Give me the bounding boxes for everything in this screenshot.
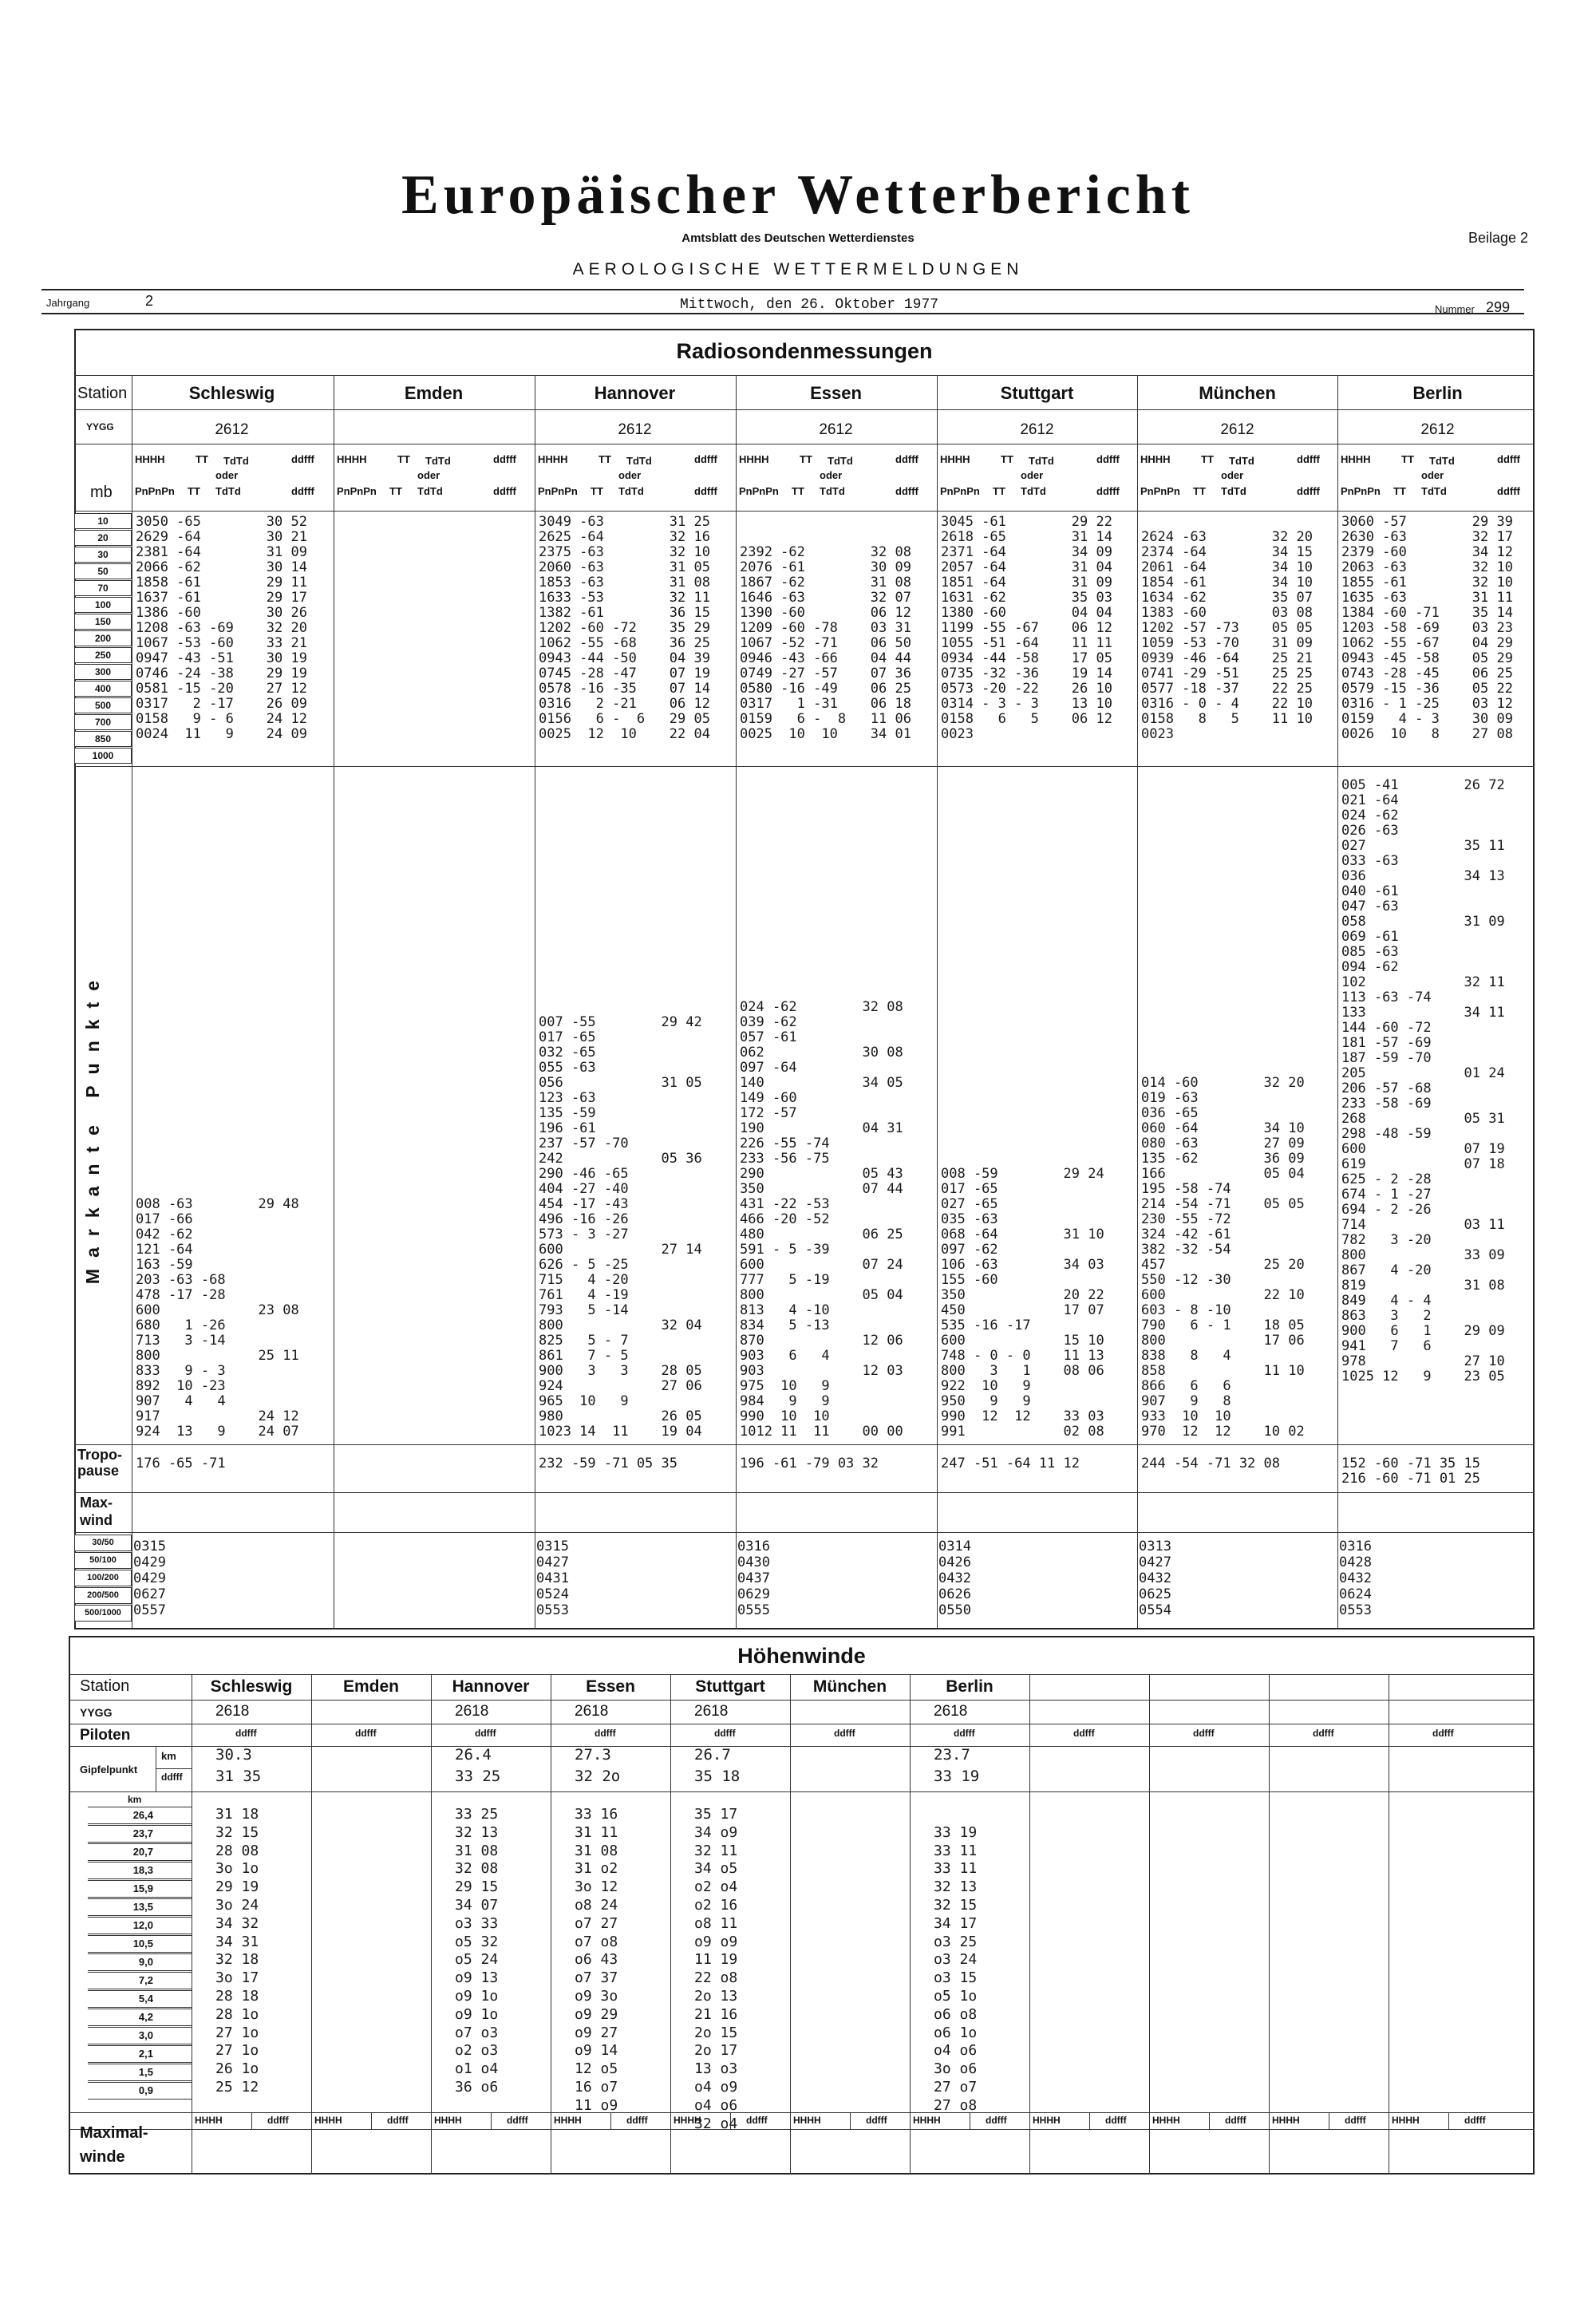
mb-level-8: 250 bbox=[74, 647, 132, 663]
station-name-5: München bbox=[1199, 383, 1276, 403]
ddfff-header-2: ddfff bbox=[1297, 485, 1320, 497]
hw-values-3: 33 16 31 11 31 08 31 o2 3o 12 o8 24 o7 27 o7 o8 o6 43 o7 37 o9 3o o9 29 o9 27 o9 14 12 o5 16 o7 11 o9 bbox=[575, 1806, 618, 2114]
tropopause-2: 232 -59 -71 05 35 bbox=[539, 1456, 678, 1471]
hw-subdivider bbox=[251, 2112, 252, 2129]
oder-label: oder bbox=[417, 469, 440, 481]
ddfff-header-2: ddfff bbox=[1497, 485, 1520, 497]
yygg-value-5: 2612 bbox=[1220, 421, 1254, 438]
hw-level-15: 0,9 bbox=[88, 2082, 192, 2100]
hw-subdivider bbox=[1209, 2112, 1210, 2129]
gipfel-dd-2: 33 25 bbox=[455, 1768, 501, 1785]
column-divider bbox=[937, 375, 938, 1629]
piloten-ddfff: ddfff bbox=[834, 1728, 855, 1739]
section-heading: AEROLOGISCHE WETTERMELDUNGEN bbox=[572, 260, 1024, 278]
yygg-value-4: 2612 bbox=[1020, 421, 1054, 438]
hw-hhhh-label: HHHH bbox=[1392, 2115, 1420, 2126]
oder-label: oder bbox=[1021, 469, 1044, 481]
hw-column-divider bbox=[670, 1674, 671, 2175]
nummer-label: Nummer bbox=[1435, 303, 1475, 315]
tdtd-header: TdTd bbox=[1429, 455, 1455, 467]
gipfel-km-4: 26.7 bbox=[694, 1746, 731, 1764]
tt-header-2: TT bbox=[792, 485, 804, 497]
hw-ddfff-label: ddfff bbox=[986, 2115, 1007, 2126]
standard-levels-6: 3060 -57 29 39 2630 -63 32 17 2379 -60 34 12 2063 -63 32 10 1855 -61 32 10 1635 -63 31 11 1384 -60 -71 35 14 1203 -58 -69 03 23 1062 -55 -67 04 29 0943 -45 -58 05 29 0743 -28 -45 06 25 0579 -15 -36 05 22 0316 - 1 -25 03 12 0159 4 - 3 30 09 0026 10 8 27 08 bbox=[1341, 514, 1513, 742]
ddfff-header: ddfff bbox=[493, 453, 516, 465]
hw-level-2: 20,7 bbox=[88, 1843, 192, 1861]
tt-header: TT bbox=[397, 453, 410, 465]
hhhh-header: HHHH bbox=[1341, 453, 1371, 465]
tt-header-2: TT bbox=[1393, 485, 1406, 497]
oder-label: oder bbox=[1221, 469, 1244, 481]
column-divider bbox=[1137, 375, 1138, 1629]
hw-hhhh-label: HHHH bbox=[195, 2115, 223, 2126]
radiosonde-title: Radiosondenmessungen bbox=[676, 339, 933, 363]
mb-level-1: 20 bbox=[74, 530, 132, 546]
rule bbox=[74, 1492, 1535, 1493]
hw-yygg-3: 2618 bbox=[575, 1703, 609, 1720]
hw-column-divider bbox=[790, 1674, 791, 2175]
hw-hhhh-label: HHHH bbox=[554, 2115, 582, 2126]
maximalwinde-label: Maximal-winde bbox=[80, 2124, 148, 2166]
shear-values-6: 0316 0428 0432 0624 0553 bbox=[1339, 1539, 1372, 1618]
shear-values-3: 0316 0430 0437 0629 0555 bbox=[737, 1539, 770, 1618]
maxwind-label: Max-wind bbox=[80, 1495, 113, 1528]
hw-hhhh-label: HHHH bbox=[314, 2115, 342, 2126]
ddfff-header: ddfff bbox=[1096, 453, 1120, 465]
tropopause-label: Tropo-pause bbox=[77, 1447, 122, 1479]
hw-column-divider bbox=[1029, 1674, 1030, 2175]
hw-station-0: Schleswig bbox=[210, 1677, 293, 1696]
hw-ddfff-label: ddfff bbox=[1225, 2115, 1246, 2126]
tdtd-header: TdTd bbox=[1029, 455, 1054, 467]
yygg-value-2: 2612 bbox=[618, 421, 652, 438]
shear-values-5: 0313 0427 0432 0625 0554 bbox=[1139, 1539, 1171, 1618]
mb-level-0: 10 bbox=[74, 513, 132, 529]
tdtd-header-2: TdTd bbox=[1221, 485, 1246, 497]
newspaper-title: Europäischer Wetterbericht bbox=[401, 164, 1195, 226]
hw-hhhh-label: HHHH bbox=[913, 2115, 941, 2126]
hw-ddfff-label: ddfff bbox=[1105, 2115, 1127, 2126]
tt-header: TT bbox=[598, 453, 611, 465]
hw-level-0: 26,4 bbox=[88, 1807, 192, 1824]
rule bbox=[69, 1791, 1535, 1792]
shear-values-2: 0315 0427 0431 0524 0553 bbox=[536, 1539, 569, 1618]
hw-column-divider bbox=[431, 1674, 432, 2175]
station-name-3: Essen bbox=[810, 383, 862, 403]
hw-ddfff-label: ddfff bbox=[267, 2115, 289, 2126]
hw-level-6: 12,0 bbox=[88, 1917, 192, 1934]
hw-ddfff-label: ddfff bbox=[387, 2115, 409, 2126]
hw-level-9: 7,2 bbox=[88, 1972, 192, 1989]
level-km-label: km bbox=[128, 1794, 142, 1805]
gipfel-km-6: 23.7 bbox=[934, 1746, 970, 1764]
ddfff-header-2: ddfff bbox=[493, 485, 516, 497]
tdtd-header-2: TdTd bbox=[618, 485, 644, 497]
hw-hhhh-label: HHHH bbox=[1152, 2115, 1180, 2126]
piloten-ddfff: ddfff bbox=[595, 1728, 616, 1739]
piloten-ddfff: ddfff bbox=[355, 1728, 377, 1739]
supplement-label: Beilage 2 bbox=[1468, 230, 1528, 246]
hw-level-14: 1,5 bbox=[88, 2064, 192, 2081]
markante-punkte-6: 005 -41 26 72 021 -64 024 -62 026 -63 027 35 11 033 -63 036 34 13 040 -61 047 -63 058 31 09 069 -61 085 -63 094 -62 102 32 11 113 -63 -74 133 34 11 144 -60 -72 181 -57 -69 187 -59 -70 205 01 24 206 -57 -68 233 -58 -69 268 05 31 298 -48 -59 600 07 19 619 07 18 625 - 2 -28 674 - 1 -27 694 - 2 -26 714 03 11 782 3 -20 800 33 09 867 4 -20 819 31 08 849 4 - 4 863 3 2 900 6 1 29 09 941 7 6 978 27 10 1025 12 9 23 05 bbox=[1341, 777, 1505, 1385]
shear-level-1: 50/100 bbox=[74, 1552, 132, 1569]
ddfff-header: ddfff bbox=[694, 453, 717, 465]
hw-column-divider bbox=[1149, 1674, 1150, 2175]
standard-levels-3: 2392 -62 32 08 2076 -61 30 09 1867 -62 31 08 1646 -63 32 07 1390 -60 06 12 1209 -60 -78 03 31 1067 -52 -71 06 50 0946 -43 -66 04 44 0749 -27 -57 07 36 0580 -16 -49 06 25 0317 1 -31 06 18 0159 6 - 8 11 06 0025 10 10 34 01 bbox=[740, 544, 911, 742]
subtitle: Amtsblatt des Deutschen Wetterdienstes bbox=[681, 231, 915, 245]
gipfel-dd-4: 35 18 bbox=[694, 1768, 741, 1785]
rule bbox=[74, 1532, 1535, 1533]
tropopause-3: 196 -61 -79 03 32 bbox=[740, 1456, 879, 1471]
hhhh-header: HHHH bbox=[1140, 453, 1171, 465]
oder-label: oder bbox=[618, 469, 642, 481]
hhhh-header: HHHH bbox=[739, 453, 769, 465]
tdtd-header: TdTd bbox=[626, 455, 652, 467]
hw-column-divider bbox=[311, 1674, 312, 2175]
hw-level-8: 9,0 bbox=[88, 1953, 192, 1971]
rule-top bbox=[41, 289, 1524, 290]
pn-header: PnPnPn bbox=[337, 485, 377, 497]
rule bbox=[69, 1674, 1535, 1675]
ddfff-header: ddfff bbox=[1497, 453, 1520, 465]
column-divider bbox=[1337, 375, 1338, 1629]
shear-level-4: 500/1000 bbox=[74, 1605, 132, 1622]
hw-yygg-6: 2618 bbox=[934, 1703, 968, 1720]
markante-punkte-0: 008 -63 29 48 017 -66 042 -62 121 -64 163 -59 203 -63 -68 478 -17 -28 600 23 08 680 1 -26 713 3 -14 800 25 11 833 9 - 3 892 10 -23 907 4 4 917 24 12 924 13 9 24 07 bbox=[136, 1196, 299, 1440]
tt-header: TT bbox=[1401, 453, 1414, 465]
oder-label: oder bbox=[820, 469, 843, 481]
pn-header: PnPnPn bbox=[1140, 485, 1180, 497]
markante-punkte-3: 024 -62 32 08 039 -62 057 -61 062 30 08 097 -64 140 34 05 149 -60 172 -57 190 04 31 226 -55 -74 233 -56 -75 290 05 43 350 07 44 431 -22 -53 466 -20 -52 480 06 25 591 - 5 -39 600 07 24 777 5 -19 800 05 04 813 4 -10 834 5 -13 870 12 06 903 6 4 903 12 03 975 10 9 984 9 9 990 10 10 1012 11 11 00 00 bbox=[740, 999, 903, 1440]
gipfel-dd-3: 32 2o bbox=[575, 1768, 621, 1785]
gipfel-km-label: km bbox=[161, 1750, 176, 1762]
gipfel-dd-label: ddfff bbox=[161, 1772, 183, 1783]
rule bbox=[69, 2129, 1535, 2130]
tdtd-header: TdTd bbox=[1229, 455, 1254, 467]
hw-values-2: 33 25 32 13 31 08 32 08 29 15 34 07 o3 33 o5 32 o5 24 o9 13 o9 1o o9 1o o7 o3 o2 o3 o1 o4 36 o6 bbox=[455, 1806, 499, 2096]
hw-yygg-2: 2618 bbox=[455, 1703, 489, 1720]
shear-level-0: 30/50 bbox=[74, 1535, 132, 1551]
hw-level-11: 4,2 bbox=[88, 2009, 192, 2026]
piloten-ddfff: ddfff bbox=[1073, 1728, 1095, 1739]
hoehenwinde-table bbox=[69, 1636, 1535, 2175]
tt-header-2: TT bbox=[1193, 485, 1206, 497]
rule bbox=[69, 2112, 1535, 2113]
tdtd-header-2: TdTd bbox=[215, 485, 241, 497]
hw-yygg-label: YYGG bbox=[80, 1706, 113, 1719]
standard-levels-5: 2624 -63 32 20 2374 -64 34 15 2061 -64 34 10 1854 -61 34 10 1634 -62 35 07 1383 -60 03 08 1202 -57 -73 05 05 1059 -53 -70 31 09 0939 -46 -64 25 21 0741 -29 -51 25 25 0577 -18 -37 22 25 0316 - 0 - 4 22 10 0158 8 5 11 10 0023 bbox=[1141, 529, 1313, 742]
jahrgang-label: Jahrgang bbox=[46, 297, 90, 309]
hw-station-4: Stuttgart bbox=[695, 1677, 765, 1696]
hw-level-1: 23,7 bbox=[88, 1825, 192, 1843]
shear-level-2: 100/200 bbox=[74, 1570, 132, 1586]
gipfel-dd-6: 33 19 bbox=[934, 1768, 980, 1785]
mb-level-11: 500 bbox=[74, 697, 132, 713]
standard-levels-4: 3045 -61 29 22 2618 -65 31 14 2371 -64 34 09 2057 -64 31 04 1851 -64 31 09 1631 -62 35 03 1380 -60 04 04 1199 -55 -67 06 12 1055 -51 -64 11 11 0934 -44 -58 17 05 0735 -32 -36 19 14 0573 -20 -22 26 10 0314 - 3 - 3 13 10 0158 6 5 06 12 0023 bbox=[941, 514, 1112, 742]
mb-level-14: 1000 bbox=[74, 748, 132, 764]
pn-header: PnPnPn bbox=[538, 485, 578, 497]
gipfel-dd-0: 31 35 bbox=[215, 1768, 262, 1785]
hhhh-header: HHHH bbox=[940, 453, 970, 465]
ddfff-header-2: ddfff bbox=[895, 485, 918, 497]
shear-values-0: 0315 0429 0429 0627 0557 bbox=[133, 1539, 166, 1618]
pn-header: PnPnPn bbox=[1341, 485, 1381, 497]
hw-subdivider bbox=[1448, 2112, 1449, 2129]
piloten-ddfff: ddfff bbox=[1193, 1728, 1215, 1739]
hw-ddfff-label: ddfff bbox=[1464, 2115, 1486, 2126]
tdtd-header: TdTd bbox=[425, 455, 451, 467]
tropopause-5: 244 -54 -71 32 08 bbox=[1141, 1456, 1280, 1471]
hw-subdivider bbox=[1089, 2112, 1090, 2129]
mb-level-12: 700 bbox=[74, 714, 132, 730]
tt-header: TT bbox=[1201, 453, 1214, 465]
column-divider bbox=[736, 375, 737, 1629]
piloten-label: Piloten bbox=[80, 1727, 131, 1744]
ddfff-header-2: ddfff bbox=[291, 485, 314, 497]
mb-level-13: 850 bbox=[74, 731, 132, 747]
hw-station-3: Essen bbox=[586, 1677, 635, 1696]
ddfff-header-2: ddfff bbox=[694, 485, 717, 497]
hw-subdivider bbox=[491, 2112, 492, 2129]
ddfff-header: ddfff bbox=[1297, 453, 1320, 465]
markante-punkte-5: 014 -60 32 20 019 -63 036 -65 060 -64 34 10 080 -63 27 09 135 -62 36 09 166 05 04 195 -58 -74 214 -54 -71 05 05 230 -55 -72 324 -42 -61 382 -32 -54 457 25 20 550 -12 -30 600 22 10 603 - 8 -10 790 6 - 1 18 05 800 17 06 838 8 4 858 11 10 866 6 6 907 9 8 933 10 10 970 12 12 10 02 bbox=[1141, 1075, 1305, 1440]
ddfff-header: ddfff bbox=[291, 453, 314, 465]
ddfff-header: ddfff bbox=[895, 453, 918, 465]
yygg-value-6: 2612 bbox=[1420, 421, 1455, 438]
station-name-1: Emden bbox=[404, 383, 464, 403]
station-name-6: Berlin bbox=[1412, 383, 1463, 403]
hhhh-header: HHHH bbox=[538, 453, 568, 465]
tropopause-4: 247 -51 -64 11 12 bbox=[941, 1456, 1080, 1471]
hw-station-5: München bbox=[812, 1677, 887, 1696]
tropopause-0: 176 -65 -71 bbox=[136, 1456, 226, 1471]
station-name-0: Schleswig bbox=[188, 383, 275, 403]
piloten-ddfff: ddfff bbox=[1313, 1728, 1334, 1739]
hw-column-divider bbox=[910, 1674, 911, 2175]
jahrgang-value: 2 bbox=[145, 293, 154, 309]
hoehenwinde-title: Höhenwinde bbox=[737, 1644, 866, 1668]
shear-level-3: 200/500 bbox=[74, 1587, 132, 1604]
rule bbox=[74, 409, 1535, 410]
hw-level-4: 15,9 bbox=[88, 1880, 192, 1898]
gipfel-km-0: 30.3 bbox=[215, 1746, 252, 1764]
markante-punkte-2: 007 -55 29 42 017 -65 032 -65 055 -63 056 31 05 123 -63 135 -59 196 -61 237 -57 -70 242 05 36 290 -46 -65 404 -27 -40 454 -17 -43 496 -16 -26 573 - 3 -27 600 27 14 626 - 5 -25 715 4 -20 761 4 -19 793 5 -14 800 32 04 825 5 - 7 861 7 - 5 900 3 3 28 05 924 27 06 965 10 9 980 26 05 1023 14 11 19 04 bbox=[539, 1014, 702, 1440]
hw-hhhh-label: HHHH bbox=[434, 2115, 462, 2126]
tt-header-2: TT bbox=[993, 485, 1005, 497]
hw-values-6: 33 19 33 11 33 11 32 13 32 15 34 17 o3 25 o3 24 o3 15 o5 1o o6 o8 o6 1o o4 o6 3o o6 27 o7 27 o8 bbox=[934, 1823, 978, 2114]
pn-header: PnPnPn bbox=[135, 485, 175, 497]
mb-label: mb bbox=[90, 484, 113, 501]
tdtd-header: TdTd bbox=[828, 455, 853, 467]
hw-subdivider bbox=[371, 2112, 372, 2129]
hw-ddfff-label: ddfff bbox=[746, 2115, 768, 2126]
shear-values-4: 0314 0426 0432 0626 0550 bbox=[938, 1539, 971, 1618]
hw-hhhh-label: HHHH bbox=[674, 2115, 701, 2126]
markante-punkte-label: Markante Punkte bbox=[82, 970, 103, 1285]
piloten-ddfff: ddfff bbox=[714, 1728, 736, 1739]
standard-levels-2: 3049 -63 31 25 2625 -64 32 16 2375 -63 32 10 2060 -63 31 05 1853 -63 31 08 1633 -53 32 11 1382 -61 36 15 1202 -60 -72 35 29 1062 -55 -68 36 25 0943 -44 -50 04 39 0745 -28 -47 07 19 0578 -16 -35 07 14 0316 2 -21 06 12 0156 6 - 6 29 05 0025 12 10 22 04 bbox=[539, 514, 710, 742]
tt-header-2: TT bbox=[591, 485, 603, 497]
tt-header: TT bbox=[800, 453, 812, 465]
mb-level-5: 100 bbox=[74, 597, 132, 613]
station-name-4: Stuttgart bbox=[1000, 383, 1074, 403]
piloten-ddfff: ddfff bbox=[235, 1728, 257, 1739]
mb-level-2: 30 bbox=[74, 547, 132, 563]
markante-punkte-4: 008 -59 29 24 017 -65 027 -65 035 -63 068 -64 31 10 097 -62 106 -63 34 03 155 -60 350 20 22 450 17 07 535 -16 -17 600 15 10 748 - 0 - 0 11 13 800 3 1 08 06 922 10 9 950 9 9 990 12 12 33 03 991 02 08 bbox=[941, 1166, 1104, 1440]
tdtd-header-2: TdTd bbox=[417, 485, 443, 497]
mb-level-3: 50 bbox=[74, 563, 132, 579]
hw-level-5: 13,5 bbox=[88, 1898, 192, 1916]
gipfel-km-2: 26.4 bbox=[455, 1746, 492, 1764]
hw-ddfff-label: ddfff bbox=[507, 2115, 528, 2126]
yygg-value-3: 2612 bbox=[819, 421, 853, 438]
hw-yygg-4: 2618 bbox=[694, 1703, 729, 1720]
hw-values-4: 35 17 34 o9 32 11 34 o5 o2 o4 o2 16 o8 11 o9 o9 11 19 22 o8 2o 13 21 16 2o 15 2o 17 13 o3 o4 o9 o4 o6 32 o4 bbox=[694, 1806, 738, 2132]
station-name-2: Hannover bbox=[594, 383, 676, 403]
rule-date bbox=[41, 313, 1524, 314]
hw-level-7: 10,5 bbox=[88, 1935, 192, 1953]
issue-date: Mittwoch, den 26. Oktober 1977 bbox=[680, 297, 939, 313]
tdtd-header-2: TdTd bbox=[1421, 485, 1447, 497]
oder-label: oder bbox=[215, 469, 239, 481]
hw-level-12: 3,0 bbox=[88, 2027, 192, 2044]
hhhh-header: HHHH bbox=[135, 453, 165, 465]
pn-header: PnPnPn bbox=[940, 485, 980, 497]
piloten-ddfff: ddfff bbox=[954, 1728, 975, 1739]
tt-header-2: TT bbox=[188, 485, 200, 497]
rule bbox=[69, 1746, 1535, 1747]
tropopause-6: 152 -60 -71 35 15 216 -60 -71 01 25 bbox=[1341, 1456, 1480, 1487]
hw-ddfff-label: ddfff bbox=[626, 2115, 648, 2126]
hw-level-3: 18,3 bbox=[88, 1862, 192, 1879]
standard-levels-0: 3050 -65 30 52 2629 -64 30 21 2381 -64 31 09 2066 -62 30 14 1858 -61 29 11 1637 -61 29 17 1386 -60 30 26 1208 -63 -69 32 20 1067 -53 -60 33 21 0947 -43 -51 30 19 0746 -24 -38 29 19 0581 -15 -20 27 12 0317 2 -17 26 09 0158 9 - 6 24 12 0024 11 9 24 09 bbox=[136, 514, 307, 742]
hw-level-13: 2,1 bbox=[88, 2045, 192, 2063]
hhhh-header: HHHH bbox=[337, 453, 367, 465]
hw-hhhh-label: HHHH bbox=[1272, 2115, 1300, 2126]
ddfff-header-2: ddfff bbox=[1096, 485, 1120, 497]
hw-column-divider bbox=[1269, 1674, 1270, 2175]
nummer-value: 299 bbox=[1486, 299, 1511, 315]
mb-level-4: 70 bbox=[74, 580, 132, 596]
tt-header: TT bbox=[196, 453, 208, 465]
hw-station-2: Hannover bbox=[452, 1677, 530, 1696]
hw-values-0: 31 18 32 15 28 08 3o 1o 29 19 3o 24 34 32 34 31 32 18 3o 17 28 18 28 1o 27 1o 27 1o 26 1o 25 12 bbox=[215, 1806, 259, 2096]
hw-level-10: 5,4 bbox=[88, 1990, 192, 2008]
rule bbox=[74, 375, 1535, 376]
station-label: Station bbox=[77, 385, 128, 402]
rule bbox=[69, 1700, 1535, 1701]
rule bbox=[74, 511, 1535, 512]
mb-level-10: 400 bbox=[74, 681, 132, 697]
gipfelpunkt-label: Gipfelpunkt bbox=[80, 1764, 138, 1776]
tdtd-header-2: TdTd bbox=[820, 485, 845, 497]
piloten-ddfff: ddfff bbox=[1432, 1728, 1454, 1739]
tt-header: TT bbox=[1001, 453, 1013, 465]
hw-station-1: Emden bbox=[342, 1677, 399, 1696]
mb-level-6: 150 bbox=[74, 614, 132, 630]
rule bbox=[74, 766, 1535, 767]
hw-hhhh-label: HHHH bbox=[793, 2115, 821, 2126]
piloten-ddfff: ddfff bbox=[475, 1728, 496, 1739]
hw-station-6: Berlin bbox=[946, 1677, 994, 1696]
pn-header: PnPnPn bbox=[739, 485, 779, 497]
hw-subdivider bbox=[850, 2112, 851, 2129]
tt-header-2: TT bbox=[389, 485, 402, 497]
hw-station-label: Station bbox=[80, 1677, 130, 1695]
yygg-value-0: 2612 bbox=[215, 421, 249, 438]
hw-yygg-0: 2618 bbox=[215, 1703, 250, 1720]
rule bbox=[74, 1444, 1535, 1445]
tdtd-header-2: TdTd bbox=[1021, 485, 1046, 497]
tdtd-header: TdTd bbox=[223, 455, 249, 467]
hw-hhhh-label: HHHH bbox=[1033, 2115, 1061, 2126]
gipfel-split bbox=[156, 1768, 192, 1769]
gipfel-km-3: 27.3 bbox=[575, 1746, 611, 1764]
yygg-label: YYGG bbox=[86, 421, 114, 433]
hw-ddfff-label: ddfff bbox=[1345, 2115, 1366, 2126]
mb-level-7: 200 bbox=[74, 630, 132, 646]
mb-level-9: 300 bbox=[74, 664, 132, 680]
oder-label: oder bbox=[1421, 469, 1444, 481]
hw-ddfff-label: ddfff bbox=[866, 2115, 887, 2126]
